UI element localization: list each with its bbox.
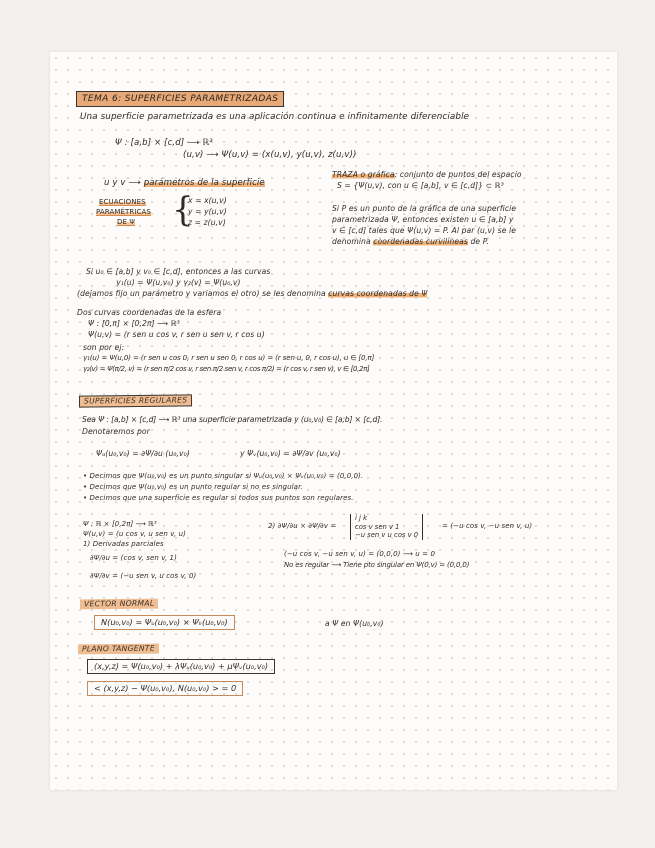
section-vector-normal: VECTOR NORMAL [80,599,159,610]
curvas-line-3: (dejamos fijo un parámetro y variamos el otro) se les denomina curvas coordenadas de Ψ [77,289,428,298]
eq-y: y = y(u,v) [188,207,227,216]
coordenadas-highlight: coordenadas curvilíneas [373,237,468,246]
traza-line-1 [332,170,522,180]
si-p-line-4: denomina coordenadas curvilíneas de P. [332,237,489,246]
tangent-equation-box-2: < (x,y,z) − Ψ(u₀,v₀), N(u₀,v₀) > = 0 [87,681,243,696]
normal-equation-box: N(u₀,v₀) = Ψᵤ(u₀,v₀) × Ψᵥ(u₀,v₀) [94,615,235,630]
matrix-row-1: i j k [355,514,368,522]
map-line-1: Ψ : [a,b] × [c,d] ⟶ ℝ³ [115,138,213,148]
cross-product-matrix [350,514,423,540]
esfera-line-6: γ₂(v) = Ψ(π/2, v) = (r sen π/2 cos v, r sen π/2 sen v, r cos π/2) = (r cos v, r sen v), v ∈ [0,2π] [83,365,370,373]
regular-line-3: Ψᵤ(u₀,v₀) = ∂Ψ/∂u (u₀,v₀) [96,449,190,458]
traza-set: S = {Ψ(u,v), con u ∈ [a,b], v ∈ [c,d]} ⊂ ℝ³ [337,181,504,190]
bullet-regular: • Decimos que Ψ(u₀,v₀) es un punto regular si no es singular. [83,483,303,491]
example-line-8: (−u cos v, −u sen v, u) = (0,0,0) ⟶ u = 0 [284,550,435,558]
map-line-2: (u,v) ⟶ Ψ(u,v) = (x(u,v), y(u,v), z(u,v)) [183,150,357,160]
example-line-9: No es regular ⟶ Tiene pto singular en Ψ(0,v) = (0,0,0) [284,561,470,569]
traza-highlight: TRAZA o gráfica [332,170,395,179]
example-line-3: 1) Derivadas parciales [83,540,164,548]
tangent-equation-box-1: (x,y,z) = Ψ(u₀,v₀) + λΨᵤ(u₀,v₀) + μΨᵥ(u₀,v₀) [87,659,275,674]
page-title: TEMA 6: SUPERFICIES PARAMETRIZADAS [76,91,284,107]
definition-text: Una superficie parametrizada es una aplicación continua e infinitamente diferenciable [80,112,470,122]
section-superficies-regulares: SUPERFICIES REGULARES [79,394,192,407]
ec-label-1: ECUACIONES [99,198,146,206]
params-highlight: parámetros de la superficie [143,178,265,188]
example-line-1: Ψ : ℝ × [0,2π] ⟶ ℝ³ [83,520,157,528]
equation-brace: { [172,190,194,230]
curvas-line-1: Si u₀ ∈ [a,b] y v₀ ∈ [c,d], entonces a las curvas [86,267,271,276]
regular-line-1: Sea Ψ : [a,b] × [c,d] ⟶ ℝ³ una superficie parametrizada y (u₀,v₀) ∈ [a,b] × [c,d]. [82,415,383,424]
bullet-singular: • Decimos que Ψ(u₀,v₀) es un punto singular si Ψᵤ(u₀,v₀) × Ψᵥ(u₀,v₀) = (0,0,0). [83,472,364,480]
si-p-line-3: v ∈ [c,d] tales que Ψ(u,v) = P. Al par (u,v) se le [332,226,516,235]
bullet-regular-surface: • Decimos que una superficie es regular si todos sus puntos son regulares. [83,494,354,502]
eq-z: z = z(u,v) [188,218,226,227]
regular-line-2: Denotaremos por [82,427,150,436]
si-p-line-2: parametrizada Ψ, entonces existen u ∈ [a,b] y [332,215,514,224]
esfera-line-2: Ψ : [0,π] × [0,2π] ⟶ ℝ³ [88,319,180,328]
matrix-row-2: cos v sen v 1 [355,522,400,531]
ec-label-2: PARAMÉTRICAS [96,208,151,216]
cross-product-label: 2) ∂Ψ/∂u × ∂Ψ/∂v = [268,522,337,530]
section-plano-tangente: PLANO TANGENTE [78,644,159,655]
esfera-line-4: son por ej: [83,343,125,352]
regular-line-3b: y Ψᵥ(u₀,v₀) = ∂Ψ/∂v (u₀,v₀) [240,449,341,458]
matrix-row-3: −u sen v u cos v 0 [355,531,419,540]
traza-text: : conjunto de puntos del espacio [394,170,522,179]
ec-label-3: DE Ψ [117,218,135,226]
esfera-line-3: Ψ(u,v) = (r sen u cos v, r sen u sen v, r cos u) [88,330,265,339]
params-label-prefix: u y v ⟶ [104,178,141,188]
curvas-line-2: γ₁(u) = Ψ(u,v₀) y γ₂(v) = Ψ(u₀,v) [116,278,241,287]
example-line-4: ∂Ψ/∂u = (cos v, sen v, 1) [90,554,177,562]
normal-tail: a Ψ en Ψ(u₀,v₀) [325,619,384,628]
esfera-line-5: γ₁(u) = Ψ(u,0) = (r sen u cos 0, r sen u sen 0, r cos u) = (r sen u, 0, r cos u), u ∈ [0,π] [83,354,375,362]
cross-product-result: = (−u cos v, −u sen v, u) [442,522,533,530]
notebook-page [50,52,617,790]
eq-x: x = x(u,v) [188,196,227,205]
curvas-coordenadas-highlight: curvas coordenadas de Ψ [328,289,428,298]
example-line-5: ∂Ψ/∂v = (−u sen v, u cos v, 0) [90,572,197,580]
params-label [104,178,265,189]
esfera-line-1: Dos curvas coordenadas de la esfera [77,308,222,317]
example-line-2: Ψ(u,v) = (u cos v, u sen v, u) [83,530,186,538]
si-p-line-1: Si P es un punto de la gráfica de una superficie [332,204,517,213]
